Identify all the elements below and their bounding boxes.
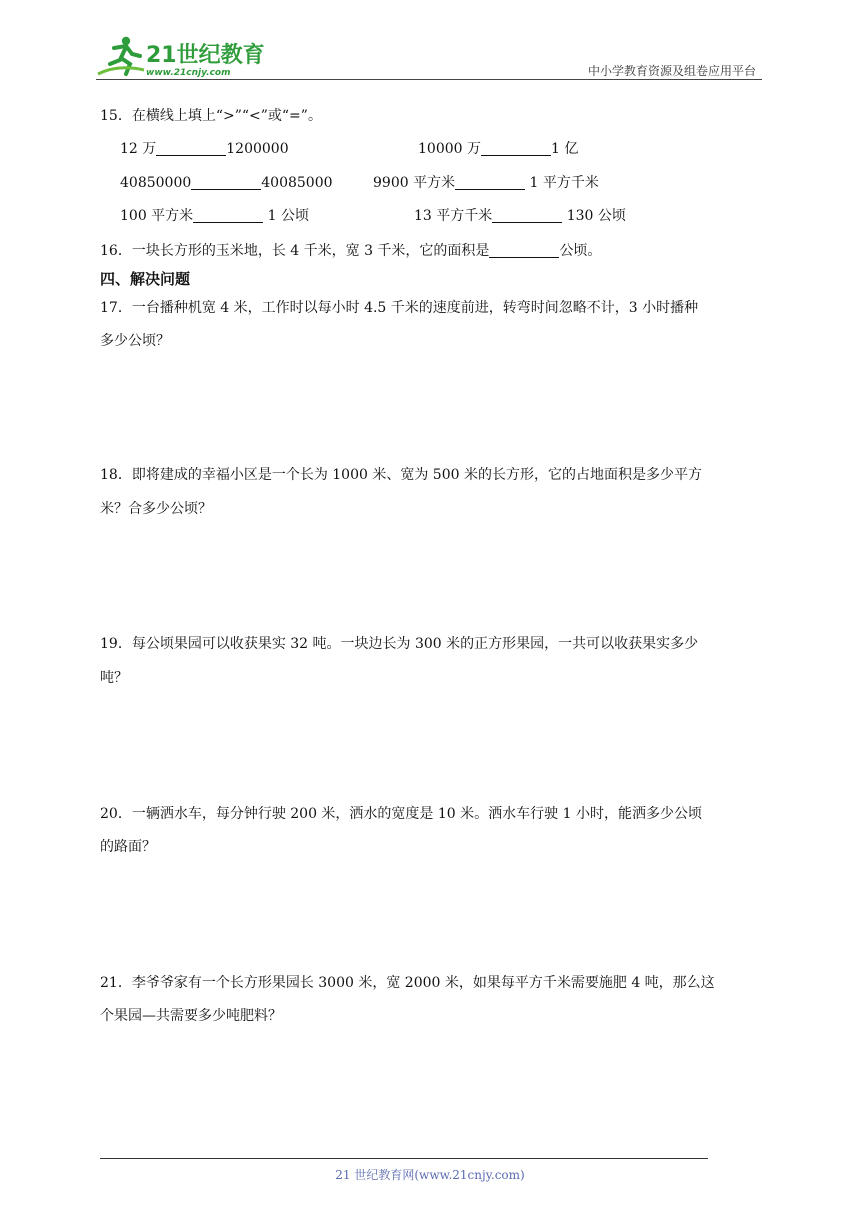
q16-text: 16．一块长方形的玉米地，长 4 千米，宽 3 千米，它的面积是 xyxy=(100,243,490,259)
q15-r3a-right: 1 公顷 xyxy=(267,208,309,224)
q15-r1a-left: 12 万 xyxy=(120,141,157,157)
answer-blank[interactable] xyxy=(492,208,562,223)
q21-line2: 个果园—共需要多少吨肥料？ xyxy=(100,1008,282,1024)
q15-r3b-right: 130 公顷 xyxy=(566,208,626,224)
q21-line1: 21．李爷爷家有一个长方形果园长 3000 米，宽 2000 米，如果每平方千米需要施肥 4 吨，那么这 xyxy=(100,975,715,991)
q15-r2a-left: 40850000 xyxy=(120,175,192,191)
q15-r1b-right: 1 亿 xyxy=(551,141,579,157)
q15-row2-a xyxy=(120,173,333,193)
q15-stem: 15．在横线上填上“>”“<”或“=”。 xyxy=(100,108,322,124)
q20-line2: 的路面？ xyxy=(100,839,156,855)
q15-r3a-left: 100 平方米 xyxy=(120,208,194,224)
q15-r1a-right: 1200000 xyxy=(226,141,289,157)
runner-icon xyxy=(98,37,144,74)
q17-line2: 多少公顷？ xyxy=(100,333,170,349)
q15-r3b-left: 13 平方千米 xyxy=(414,208,493,224)
answer-blank[interactable] xyxy=(489,243,559,258)
q18-line2: 米？合多少公顷？ xyxy=(100,501,212,517)
q15-row3-a xyxy=(120,206,309,226)
q15-r2b-right: 1 平方千米 xyxy=(529,175,599,191)
q16-unit: 公顷。 xyxy=(559,243,602,259)
section-title: 四、解决问题 xyxy=(100,270,191,288)
platform-label: 中小学教育资源及组卷应用平台 xyxy=(587,64,756,78)
footer-divider xyxy=(100,1158,708,1159)
logo-text: 21世纪教育 xyxy=(146,43,265,68)
q15-row2-b xyxy=(373,173,599,193)
site-logo xyxy=(96,34,266,80)
q15-row1-a xyxy=(120,139,289,159)
header-divider xyxy=(96,79,762,80)
q19-line1: 19．每公顷果园可以收获果实 32 吨。一块边长为 300 米的正方形果园，一共可以收获果实多少 xyxy=(100,636,699,652)
logo-subtext: www.21cnjy.com xyxy=(146,68,231,78)
q19-line2: 吨？ xyxy=(100,670,128,686)
q15-r2a-right: 40085000 xyxy=(261,175,333,191)
q18-line1: 18．即将建成的幸福小区是一个长为 1000 米、宽为 500 米的长方形，它的占地面积是多少平方 xyxy=(100,467,702,483)
q16 xyxy=(100,241,601,261)
q15-row3-b xyxy=(414,206,626,226)
answer-blank[interactable] xyxy=(481,141,551,156)
q17-line1: 17．一台播种机宽 4 米，工作时以每小时 4.5 千米的速度前进，转弯时间忽略不计，3 小时播种 xyxy=(100,300,699,316)
answer-blank[interactable] xyxy=(193,208,263,223)
footer-text: 21 世纪教育网(www.21cnjy.com) xyxy=(335,1168,525,1182)
answer-blank[interactable] xyxy=(191,175,261,190)
q15-row1-b xyxy=(418,139,578,159)
q15-r2b-left: 9900 平方米 xyxy=(373,175,456,191)
answer-blank[interactable] xyxy=(156,141,226,156)
q20-line1: 20．一辆洒水车，每分钟行驶 200 米，洒水的宽度是 10 米。洒水车行驶 1 小时，能洒多少公顷 xyxy=(100,806,702,822)
q15-r1b-left: 10000 万 xyxy=(418,141,481,157)
answer-blank[interactable] xyxy=(455,175,525,190)
